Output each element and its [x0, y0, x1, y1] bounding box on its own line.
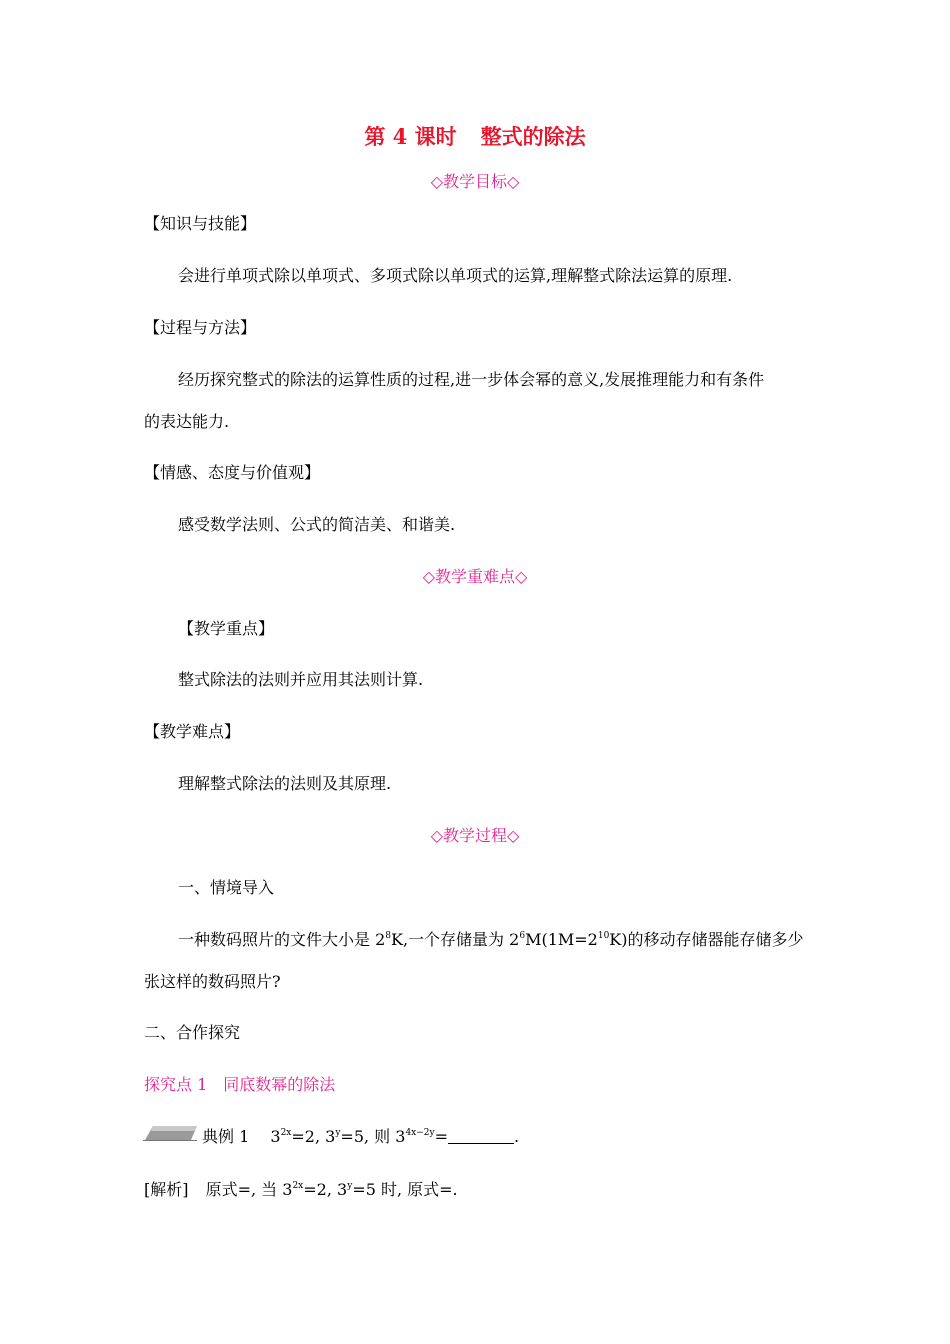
intro-s2: K,一个存储量为 2 [391, 930, 520, 949]
intro-text-line2: 张这样的数码照片? [144, 972, 281, 991]
intro-text-line1 [178, 929, 804, 951]
example-x2: y [335, 1128, 341, 1138]
focus-label: 【教学重点】 [178, 619, 275, 638]
example-x1: 2x [280, 1128, 292, 1138]
lesson-number: 第 4 课时 [364, 124, 457, 149]
answer-blank [448, 1129, 514, 1144]
intro-e3: 10 [597, 931, 610, 941]
explore-point-heading: 探究点 1 同底数幂的除法 [144, 1075, 336, 1094]
analysis-x1: 2x [292, 1181, 304, 1191]
analysis [144, 1179, 458, 1201]
process-text-line1: 经历探究整式的除法的运算性质的过程,进一步体会幂的意义,发展推理能力和有条件 [178, 370, 765, 389]
analysis-t1: 原式=, 当 3 [205, 1180, 293, 1199]
process-heading: ◇教学过程◇ [430, 826, 520, 845]
analysis-label: [解析] [144, 1180, 189, 1199]
knowledge-text: 会进行单项式除以单项式、多项式除以单项式的运算,理解整式除法运算的原理. [178, 266, 733, 285]
example-t1: =2, 3 [291, 1127, 336, 1146]
intro-e2: 6 [519, 931, 526, 941]
example-badge-icon [143, 1125, 197, 1141]
example-label: 典例 1 [202, 1127, 250, 1146]
difficulty-text: 理解整式除法的法则及其原理. [178, 774, 392, 793]
intro-s1: 一种数码照片的文件大小是 2 [178, 930, 386, 949]
lesson-topic: 整式的除法 [480, 124, 586, 149]
intro-e1: 8 [385, 931, 392, 941]
example-t3: = [434, 1127, 448, 1146]
keypoints-heading: ◇教学重难点◇ [422, 567, 528, 586]
part2-heading: 二、合作探究 [144, 1023, 241, 1042]
analysis-x2: y [347, 1181, 353, 1191]
process-label: 【过程与方法】 [144, 318, 257, 337]
difficulty-label: 【教学难点】 [144, 722, 241, 741]
process-text-line2: 的表达能力. [144, 412, 230, 431]
example-end: . [514, 1127, 520, 1146]
emotion-label: 【情感、态度与价值观】 [144, 463, 321, 482]
example-x3: 4x−2y [405, 1128, 435, 1138]
example-t2: =5, 则 3 [340, 1127, 406, 1146]
intro-s4: K)的移动存储器能存储多少 [609, 930, 804, 949]
analysis-t3: =5 时, 原式=. [352, 1180, 458, 1199]
example-b1: 3 [270, 1127, 281, 1146]
knowledge-label: 【知识与技能】 [144, 214, 257, 233]
focus-text: 整式除法的法则并应用其法则计算. [178, 670, 424, 689]
intro-s3: M(1M=2 [525, 930, 598, 949]
lesson-title [0, 123, 950, 151]
part1-heading: 一、情境导入 [178, 878, 275, 897]
emotion-text: 感受数学法则、公式的简洁美、和谐美. [178, 515, 456, 534]
analysis-t2: =2, 3 [303, 1180, 348, 1199]
example-1 [202, 1126, 519, 1148]
objectives-heading: ◇教学目标◇ [430, 172, 520, 191]
